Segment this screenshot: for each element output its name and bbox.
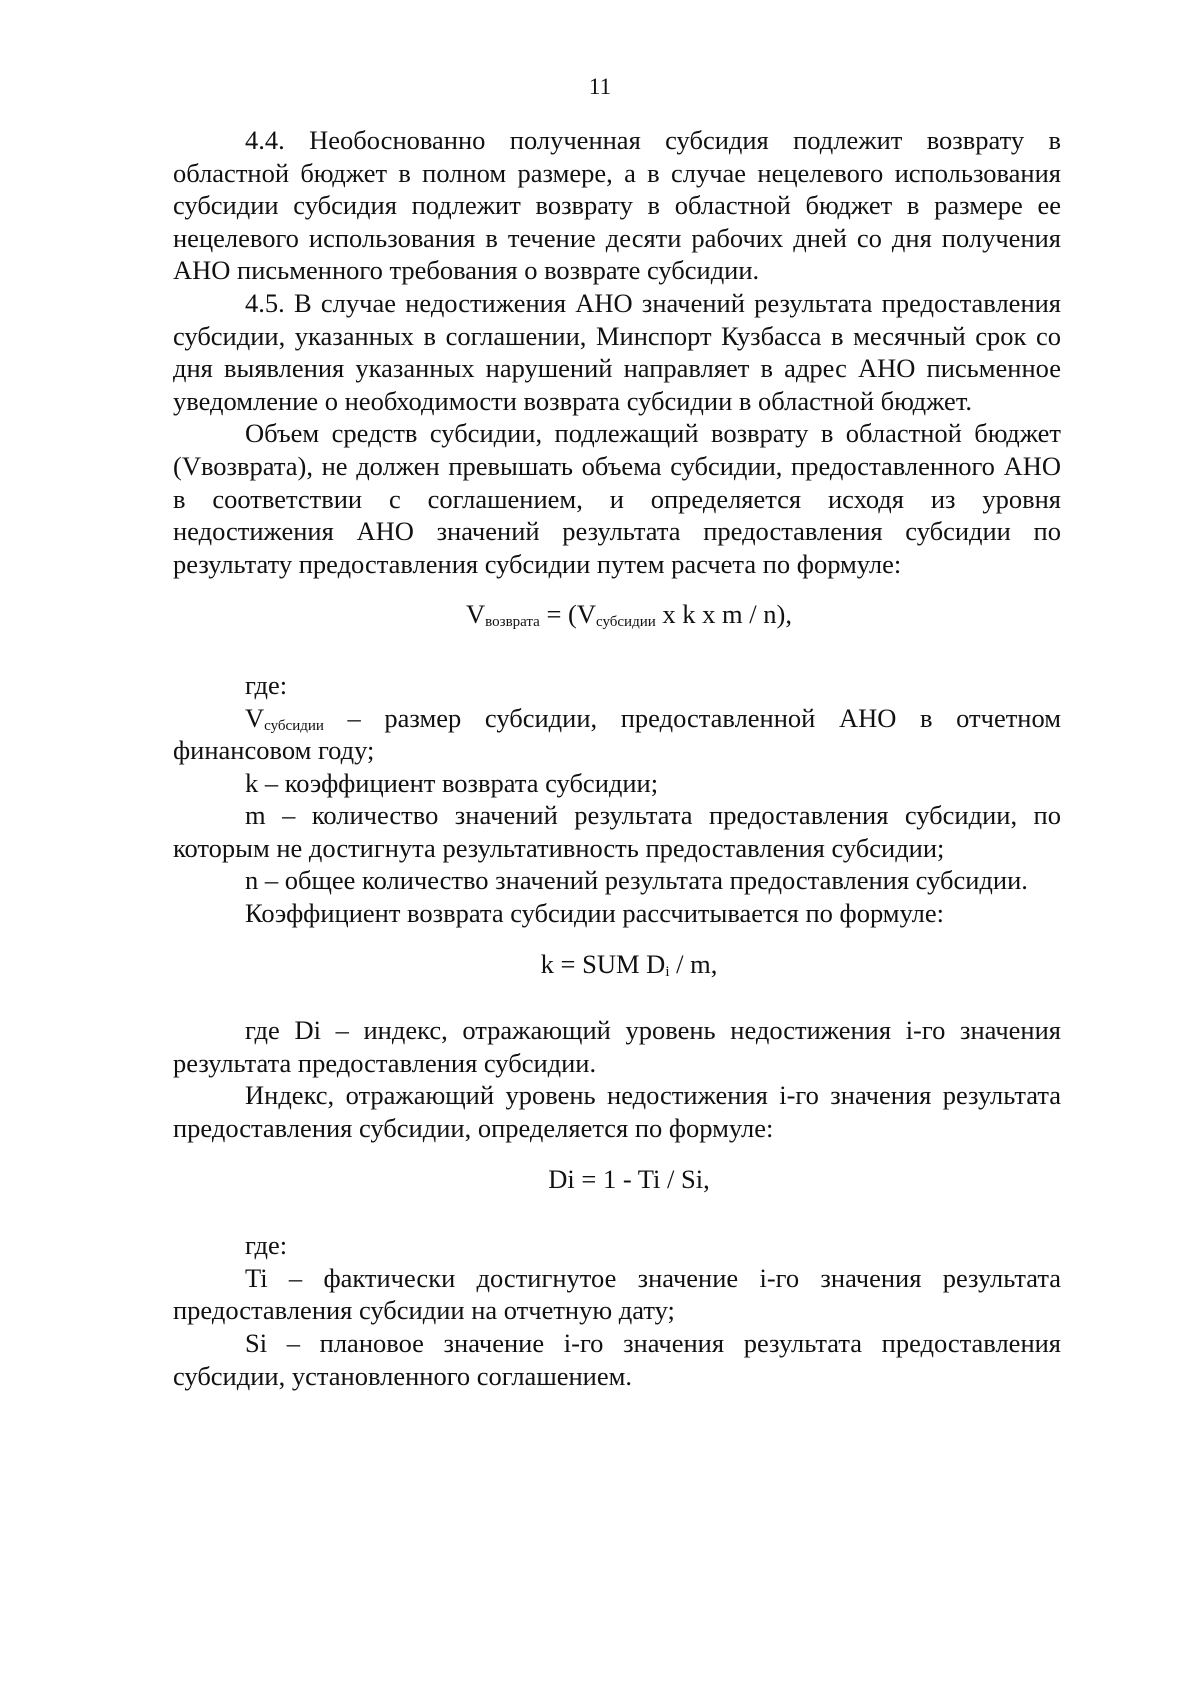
- paragraph-volume: Объем средств субсидии, подлежащий возврату в областной бюджет (Vвозврата), не должен превышать объема субсидии, предоставленного АНО в соответствии с соглашением, и определяется исходя из уровня недостижения АНО значений результата предоставления субсидии по результату предоставления субсидии путем расчета по формуле:: [173, 418, 1061, 579]
- definition-ti: Ti – фактически достигнутое значение i-го значения результата предоставления субсидии на отчетную дату;: [173, 1262, 1061, 1326]
- document-body: [173, 124, 1061, 1392]
- formula-2-sub: i: [665, 963, 670, 980]
- definition-k: k – коэффициент возврата субсидии;: [245, 767, 659, 798]
- formula-1-rest: x k x m / n),: [655, 599, 792, 630]
- formula-return-volume: [173, 598, 1061, 631]
- where-label-2: где:: [245, 1230, 288, 1261]
- coefficient-intro: Коэффициент возврата субсидии рассчитывается по формуле:: [245, 898, 945, 929]
- formula-coefficient: [173, 948, 1061, 981]
- def-v-symbol: V: [245, 702, 265, 733]
- formula-2-right: / m,: [669, 948, 718, 979]
- formula-2-left: k = SUM D: [540, 948, 666, 979]
- where-label-1: где:: [245, 669, 288, 700]
- paragraph-4-5: 4.5. В случае недостижения АНО значений результата предоставления субсидии, указанных в соглашении, Минспорт Кузбасса в месячный срок со дня выявления указанных нарушений направляет в адрес АНО письменное уведомление о необходимости возврата субсидии в областной бюджет.: [173, 287, 1061, 416]
- paragraph-4-4: 4.4. Необоснованно полученная субсидия подлежит возврату в областной бюджет в полном размере, а в случае нецелевого использования субсидии субсидия подлежит возврату в областной бюджет в размере ее нецелевого использования в течение десяти рабочих дней со дня получения АНО письменного требования о возврате субсидии.: [173, 125, 1061, 286]
- def-v-text: – размер субсидии, предоставленной АНО в отчетном финансовом году;: [173, 702, 1061, 766]
- definition-v-subsidy: [173, 702, 1061, 767]
- page-number: 11: [588, 74, 612, 99]
- formula-1-mid: = (V: [539, 599, 596, 630]
- definition-n: n – общее количество значений результата предоставления субсидии.: [245, 865, 1028, 896]
- formula-1-v1: V: [466, 599, 486, 630]
- definition-si: Si – плановое значение i-го значения результата предоставления субсидии, установленного соглашением.: [173, 1328, 1061, 1391]
- definition-di: где Di – индекс, отражающий уровень недостижения i-го значения результата предоставления субсидии.: [173, 1015, 1061, 1078]
- formula-1-sub1: возврата: [485, 614, 540, 631]
- index-intro: Индекс, отражающий уровень недостижения i-го значения результата предоставления субсидии, определяется по формуле:: [173, 1080, 1061, 1144]
- formula-index: Di = 1 - Ti / Si,: [548, 1163, 710, 1194]
- definition-m: m – количество значений результата предоставления субсидии, по которым не достигнута результативность предоставления субсидии;: [173, 800, 1061, 863]
- formula-1-sub2: субсидии: [596, 614, 656, 631]
- def-v-subscript: субсидии: [264, 717, 324, 734]
